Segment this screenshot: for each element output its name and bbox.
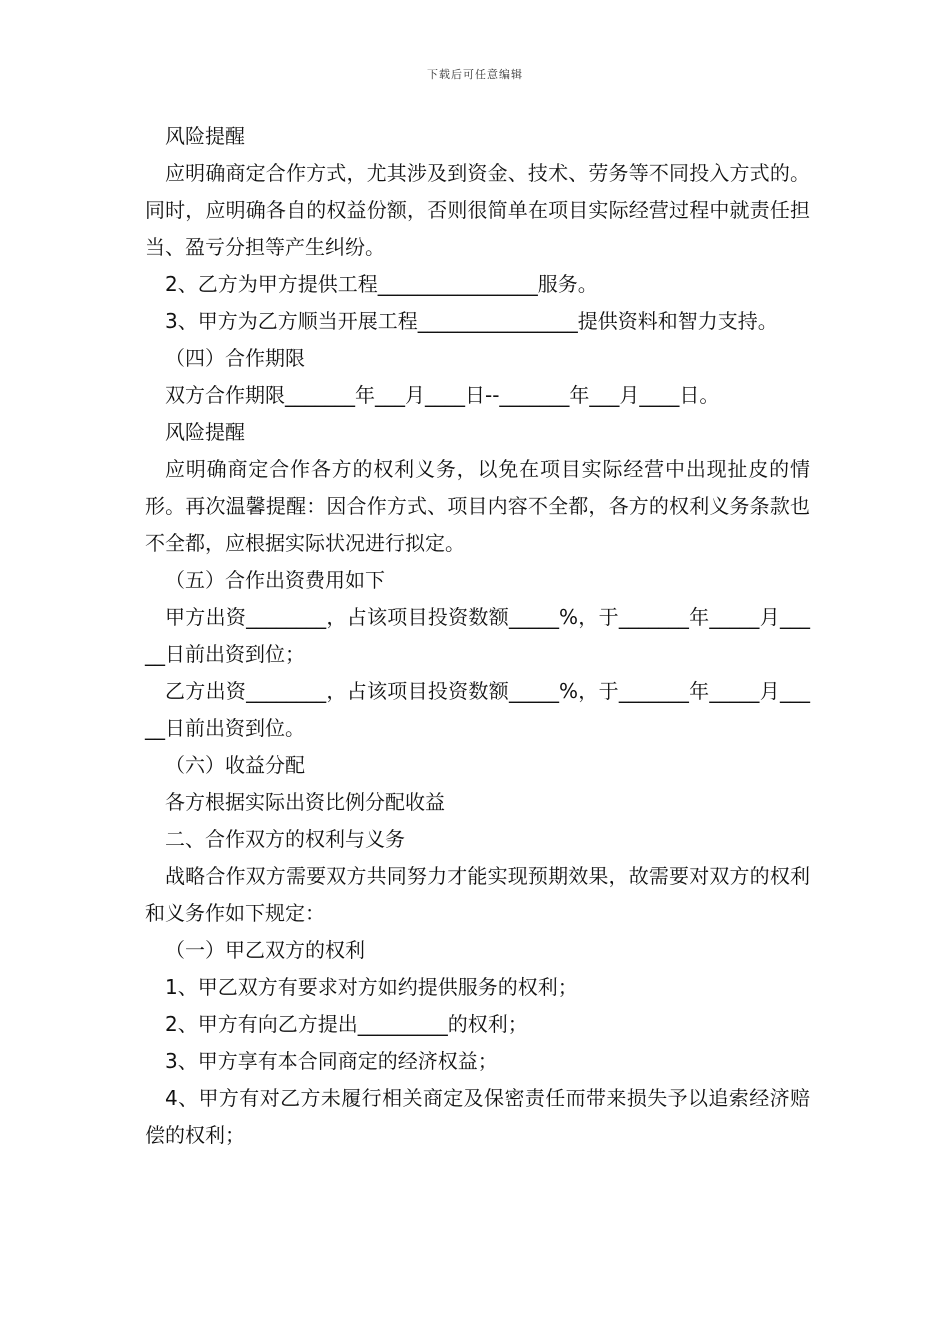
page-header: 下载后可任意编辑 [427,68,523,81]
paragraph-party-b-contribution: 乙方出资________，占该项目投资数额_____%，于_______年_____月_____日前出资到位。 [145,679,810,740]
paragraph-right-3: 3、甲方享有本合同商定的经济权益； [165,1049,498,1073]
paragraph-profit-distribution: 各方根据实际出资比例分配收益 [165,790,445,814]
paragraph-risk-reminder-text-2: 应明确商定合作各方的权利义务，以免在项目实际经营中出现扯皮的情形。再次温馨提醒：因合作方式、项目内容不全都，各方的权利义务条款也不全都，应根据实际状况进行拟定。 [145,457,810,555]
section-heading-rights: （一）甲乙双方的权利 [165,938,365,962]
document-body [145,118,810,1154]
paragraph-risk-reminder-text: 应明确商定合作方式，尤其涉及到资金、技术、劳务等不同投入方式的。同时，应明确各自的权益份额，否则很简单在项目实际经营过程中就责任担当、盈亏分担等产生纠纷。 [145,161,810,259]
section-heading-cooperation-period: （四）合作期限 [165,346,305,370]
paragraph-right-2: 2、甲方有向乙方提出_________的权利； [165,1012,528,1036]
paragraph-risk-reminder-heading-2: 风险提醒 [165,420,245,444]
paragraph-clause-3: 3、甲方为乙方顺当开展工程________________提供资料和智力支持。 [165,309,778,333]
paragraph-right-1: 1、甲乙双方有要求对方如约提供服务的权利； [165,975,578,999]
paragraph-party-a-contribution: 甲方出资________，占该项目投资数额_____%，于_______年_____月_____日前出资到位； [145,605,810,666]
paragraph-cooperation-period: 双方合作期限_______年___月____日--_______年___月____日。 [165,383,720,407]
section-heading-rights-obligations: 二、合作双方的权利与义务 [165,827,405,851]
paragraph-rights-intro: 战略合作双方需要双方共同努力才能实现预期效果，故需要对双方的权利和义务作如下规定： [145,864,810,925]
section-heading-contribution: （五）合作出资费用如下 [165,568,385,592]
paragraph-clause-2: 2、乙方为甲方提供工程________________服务。 [165,272,598,296]
section-heading-profit-distribution: （六）收益分配 [165,753,305,777]
paragraph-right-4: 4、甲方有对乙方未履行相关商定及保密责任而带来损失予以追索经济赔偿的权利； [145,1086,810,1147]
paragraph-risk-reminder-heading: 风险提醒 [165,124,245,148]
